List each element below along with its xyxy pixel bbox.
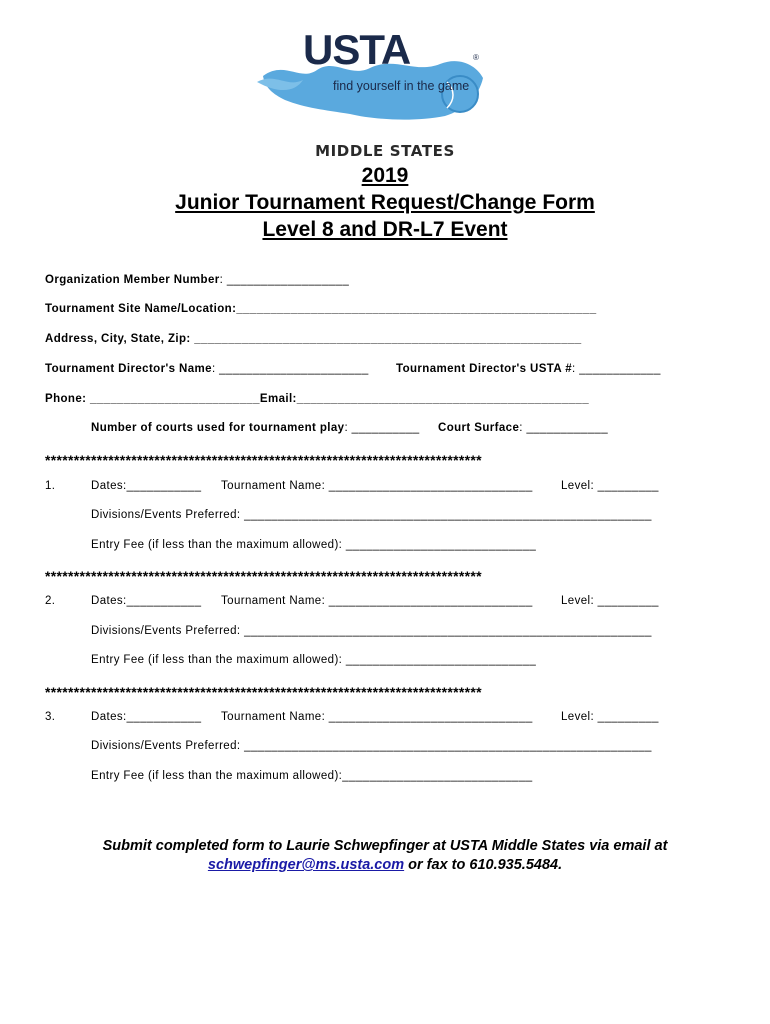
tournament-name-field[interactable]: Tournament Name: ______________________________ <box>221 711 533 723</box>
surface-field[interactable] <box>438 422 608 434</box>
surface-label: Court Surface <box>438 422 520 434</box>
email-blank: ___________________________________________ <box>296 393 590 405</box>
entry-number: 3. <box>45 711 56 723</box>
director-name-blank: : ______________________ <box>211 363 369 375</box>
divisions-field[interactable]: Divisions/Events Preferred: ____________________________________________________________ <box>91 625 652 637</box>
courts-label: Number of courts used for tournament play <box>91 422 345 434</box>
site-field[interactable] <box>45 303 597 315</box>
entry-fee-field[interactable]: Entry Fee (if less than the maximum allowed): ____________________________ <box>91 654 537 666</box>
site-label: Tournament Site Name/Location: <box>45 303 237 315</box>
surface-blank: : ____________ <box>519 422 608 434</box>
logo-wordmark: USTA <box>303 30 411 73</box>
level-field[interactable]: Level: _________ <box>561 711 659 723</box>
courts-field[interactable] <box>91 422 420 434</box>
level-field[interactable]: Level: _________ <box>561 480 659 492</box>
org-member-field[interactable] <box>45 274 349 286</box>
address-blank: _________________________________________________________ <box>194 333 582 345</box>
logo-registered: ® <box>473 53 479 62</box>
region-name: MIDDLE STATES <box>315 142 455 160</box>
dates-field[interactable]: Dates:___________ <box>91 711 202 723</box>
submit-contact-line <box>0 857 770 873</box>
phone-blank: _________________________ <box>89 393 260 405</box>
site-blank: _____________________________________________________ <box>236 303 597 315</box>
tournament-name-field[interactable]: Tournament Name: ______________________________ <box>221 480 533 492</box>
form-title: Junior Tournament Request/Change Form <box>175 191 595 214</box>
separator: **************************************************************************** <box>45 452 482 468</box>
director-name-field[interactable] <box>45 363 369 375</box>
submit-instructions: Submit completed form to Laurie Schwepfinger at USTA Middle States via email at <box>102 838 668 854</box>
tournament-name-field[interactable]: Tournament Name: ______________________________ <box>221 595 533 607</box>
phone-email-field[interactable] <box>45 393 589 405</box>
divisions-field[interactable]: Divisions/Events Preferred: ____________________________________________________________ <box>91 740 652 752</box>
email-label: Email: <box>259 393 297 405</box>
separator: **************************************************************************** <box>45 568 482 584</box>
email-link[interactable]: schwepfinger@ms.usta.com <box>207 857 405 873</box>
entry-number: 1. <box>45 480 56 492</box>
fax-text: or fax to 610.935.5484. <box>404 857 563 873</box>
logo-tagline: find yourself in the game <box>333 79 470 93</box>
dates-field[interactable]: Dates:___________ <box>91 480 202 492</box>
address-label: Address, City, State, Zip: <box>45 333 195 345</box>
usta-logo <box>255 30 485 126</box>
separator: **************************************************************************** <box>45 684 482 700</box>
director-name-label: Tournament Director's Name <box>45 363 212 375</box>
phone-label: Phone: <box>45 393 90 405</box>
director-usta-field[interactable] <box>396 363 661 375</box>
divisions-field[interactable]: Divisions/Events Preferred: ____________________________________________________________ <box>91 509 652 521</box>
level-field[interactable]: Level: _________ <box>561 595 659 607</box>
entry-fee-field[interactable]: Entry Fee (if less than the maximum allowed):____________________________ <box>91 770 533 782</box>
address-field[interactable] <box>45 333 582 345</box>
entry-number: 2. <box>45 595 56 607</box>
director-usta-blank: : ____________ <box>572 363 661 375</box>
org-member-blank: : __________________ <box>219 274 350 286</box>
courts-blank: : __________ <box>344 422 420 434</box>
dates-field[interactable]: Dates:___________ <box>91 595 202 607</box>
director-usta-label: Tournament Director's USTA # <box>396 363 573 375</box>
form-subtitle: Level 8 and DR-L7 Event <box>262 218 508 241</box>
form-year: 2019 <box>361 164 409 187</box>
entry-fee-field[interactable]: Entry Fee (if less than the maximum allowed): ____________________________ <box>91 539 537 551</box>
org-member-label: Organization Member Number <box>45 274 220 286</box>
